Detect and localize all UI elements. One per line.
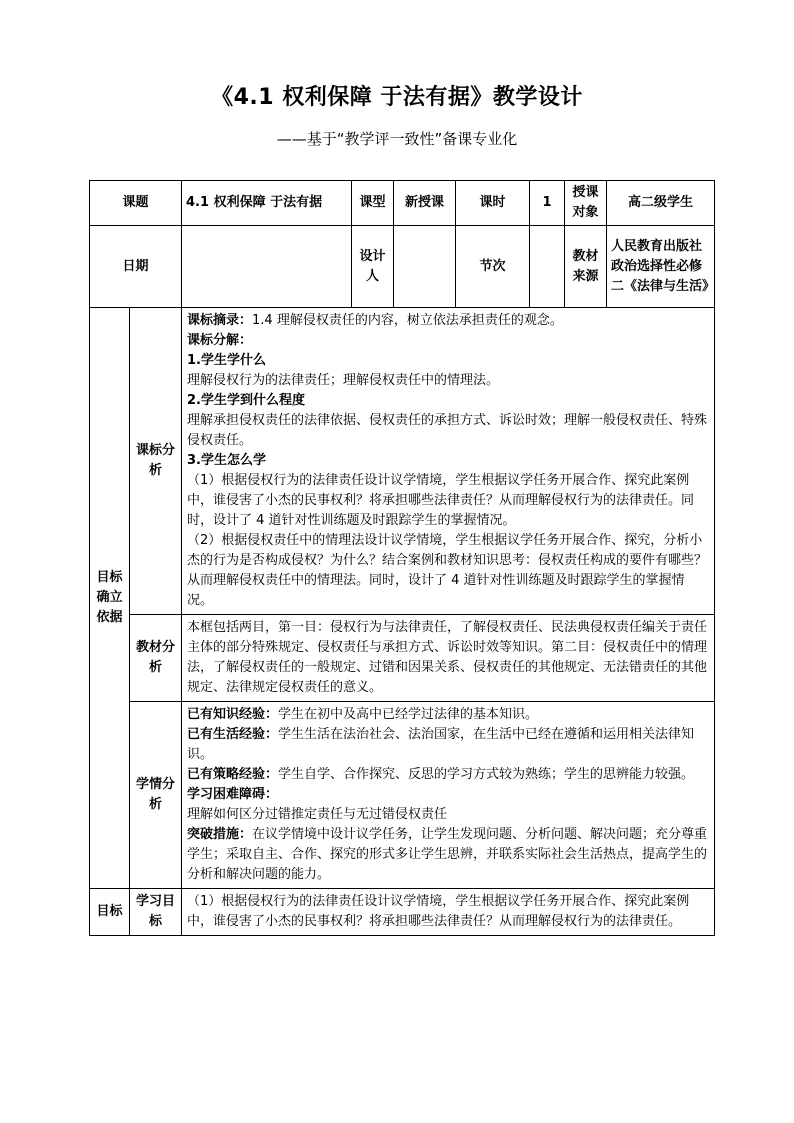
type-label: 课型 (352, 181, 394, 226)
hours-label: 课时 (456, 181, 530, 226)
topic-value: 4.1 权利保障 于法有据 (182, 181, 352, 226)
measures-text: 在议学情境中设计议学任务，让学生发现问题、分析问题、解决问题；充分尊重学生；采取自主、合作、探究的形式多让学生思辨，并联系实际社会生活热点，提高学生的分析和解决问题的能力。 (187, 827, 708, 882)
knowledge-label: 已有知识经验： (187, 707, 279, 722)
difficulty-label: 学习困难障碍： (187, 787, 279, 802)
textbook-content: 本框包括两目，第一目：侵权行为与法律责任，了解侵权责任、民法典侵权责任编关于责任主体的部分特殊规定、侵权责任与承担方式、诉讼时效等知识。第二目：侵权责任中的情理法，了解侵权责任的一般规定、过错和因果关系、侵权责任的其他规定、无法错责任的其他规定、法律规定侵权责任的意义。 (182, 615, 715, 702)
goals-content: （1）根据侵权行为的法律责任设计议学情境，学生根据议学任务开展合作、探究此案例中，谁侵害了小杰的民事权利？将承担哪些法律责任？从而理解侵权行为的法律责任。 (182, 889, 715, 936)
hours-value: 1 (530, 181, 565, 226)
document-title: 《4.1 权利保障 于法有据》教学设计 (211, 85, 583, 110)
type-value: 新授课 (394, 181, 456, 226)
answer-1: 理解侵权行为的法律责任；理解侵权责任中的情理法。 (187, 373, 500, 388)
goals-row (90, 889, 715, 936)
header-row-1 (90, 181, 715, 226)
section-value (530, 226, 565, 308)
topic-label: 课题 (90, 181, 182, 226)
lesson-plan-table (89, 180, 715, 936)
answer-2: 理解承担侵权责任的法律依据、侵权责任的承担方式、诉讼时效；理解一般侵权责任、特殊侵权责任。 (187, 413, 708, 448)
designer-value (394, 226, 456, 308)
source-label: 教材来源 (565, 226, 607, 308)
curriculum-row (90, 308, 715, 615)
basis-group-label: 目标确立依据 (90, 308, 130, 889)
life-text: 学生生活在法治社会、法治国家，在生活中已经在遵循和运用相关法律知识。 (187, 727, 695, 762)
measures-label: 突破措施： (187, 827, 253, 842)
date-label: 日期 (90, 226, 182, 308)
curriculum-label: 课标分析 (130, 308, 182, 615)
knowledge-text: 学生在初中及高中已经学过法律的基本知识。 (278, 707, 539, 722)
textbook-row (90, 615, 715, 702)
question-3: 3.学生怎么学 (187, 453, 266, 468)
question-1: 1.学生学什么 (187, 353, 266, 368)
strategy-text: 学生自学、合作探究、反思的学习方式较为熟练；学生的思辨能力较强。 (278, 767, 695, 782)
excerpt-text: 1.4 理解侵权责任的内容，树立依法承担责任的观念。 (252, 313, 563, 328)
answer-3-part-1: （1）根据侵权行为的法律责任设计议学情境，学生根据议学任务开展合作、探究此案例中，谁侵害了小杰的民事权利？将承担哪些法律责任？从而理解侵权行为的法律责任。同时，设计了 4 道针对性训练题及时跟踪学生的掌握情况。 (187, 473, 695, 528)
audience-label: 授课对象 (565, 181, 607, 226)
learner-content (182, 702, 715, 889)
header-row-2 (90, 226, 715, 308)
analysis-label: 课标分解： (187, 333, 253, 348)
section-label: 节次 (456, 226, 530, 308)
textbook-label: 教材分析 (130, 615, 182, 702)
date-value (182, 226, 352, 308)
goals-label: 学习目标 (130, 889, 182, 936)
difficulty-text: 理解如何区分过错推定责任与无过错侵权责任 (187, 807, 448, 822)
document-subtitle: ——基于“教学评一致性”备课专业化 (276, 130, 518, 148)
excerpt-label: 课标摘录： (187, 313, 253, 328)
curriculum-content (182, 308, 715, 615)
life-label: 已有生活经验： (187, 727, 279, 742)
source-value: 人民教育出版社政治选择性必修二《法律与生活》 (607, 226, 715, 308)
audience-value: 高二级学生 (607, 181, 715, 226)
goals-group-label: 目标 (90, 889, 130, 936)
designer-label: 设计人 (352, 226, 394, 308)
strategy-label: 已有策略经验： (187, 767, 279, 782)
learner-label: 学情分析 (130, 702, 182, 889)
question-2: 2.学生学到什么程度 (187, 393, 305, 408)
answer-3-part-2: （2）根据侵权责任中的情理法设计议学情境，学生根据议学任务开展合作、探究，分析小杰的行为是否构成侵权？为什么？结合案例和教材知识思考：侵权责任构成的要件有哪些？从而理解侵权责任中的情理法。同时，设计了 4 道针对性训练题及时跟踪学生的掌握情况。 (187, 533, 708, 608)
learner-row (90, 702, 715, 889)
